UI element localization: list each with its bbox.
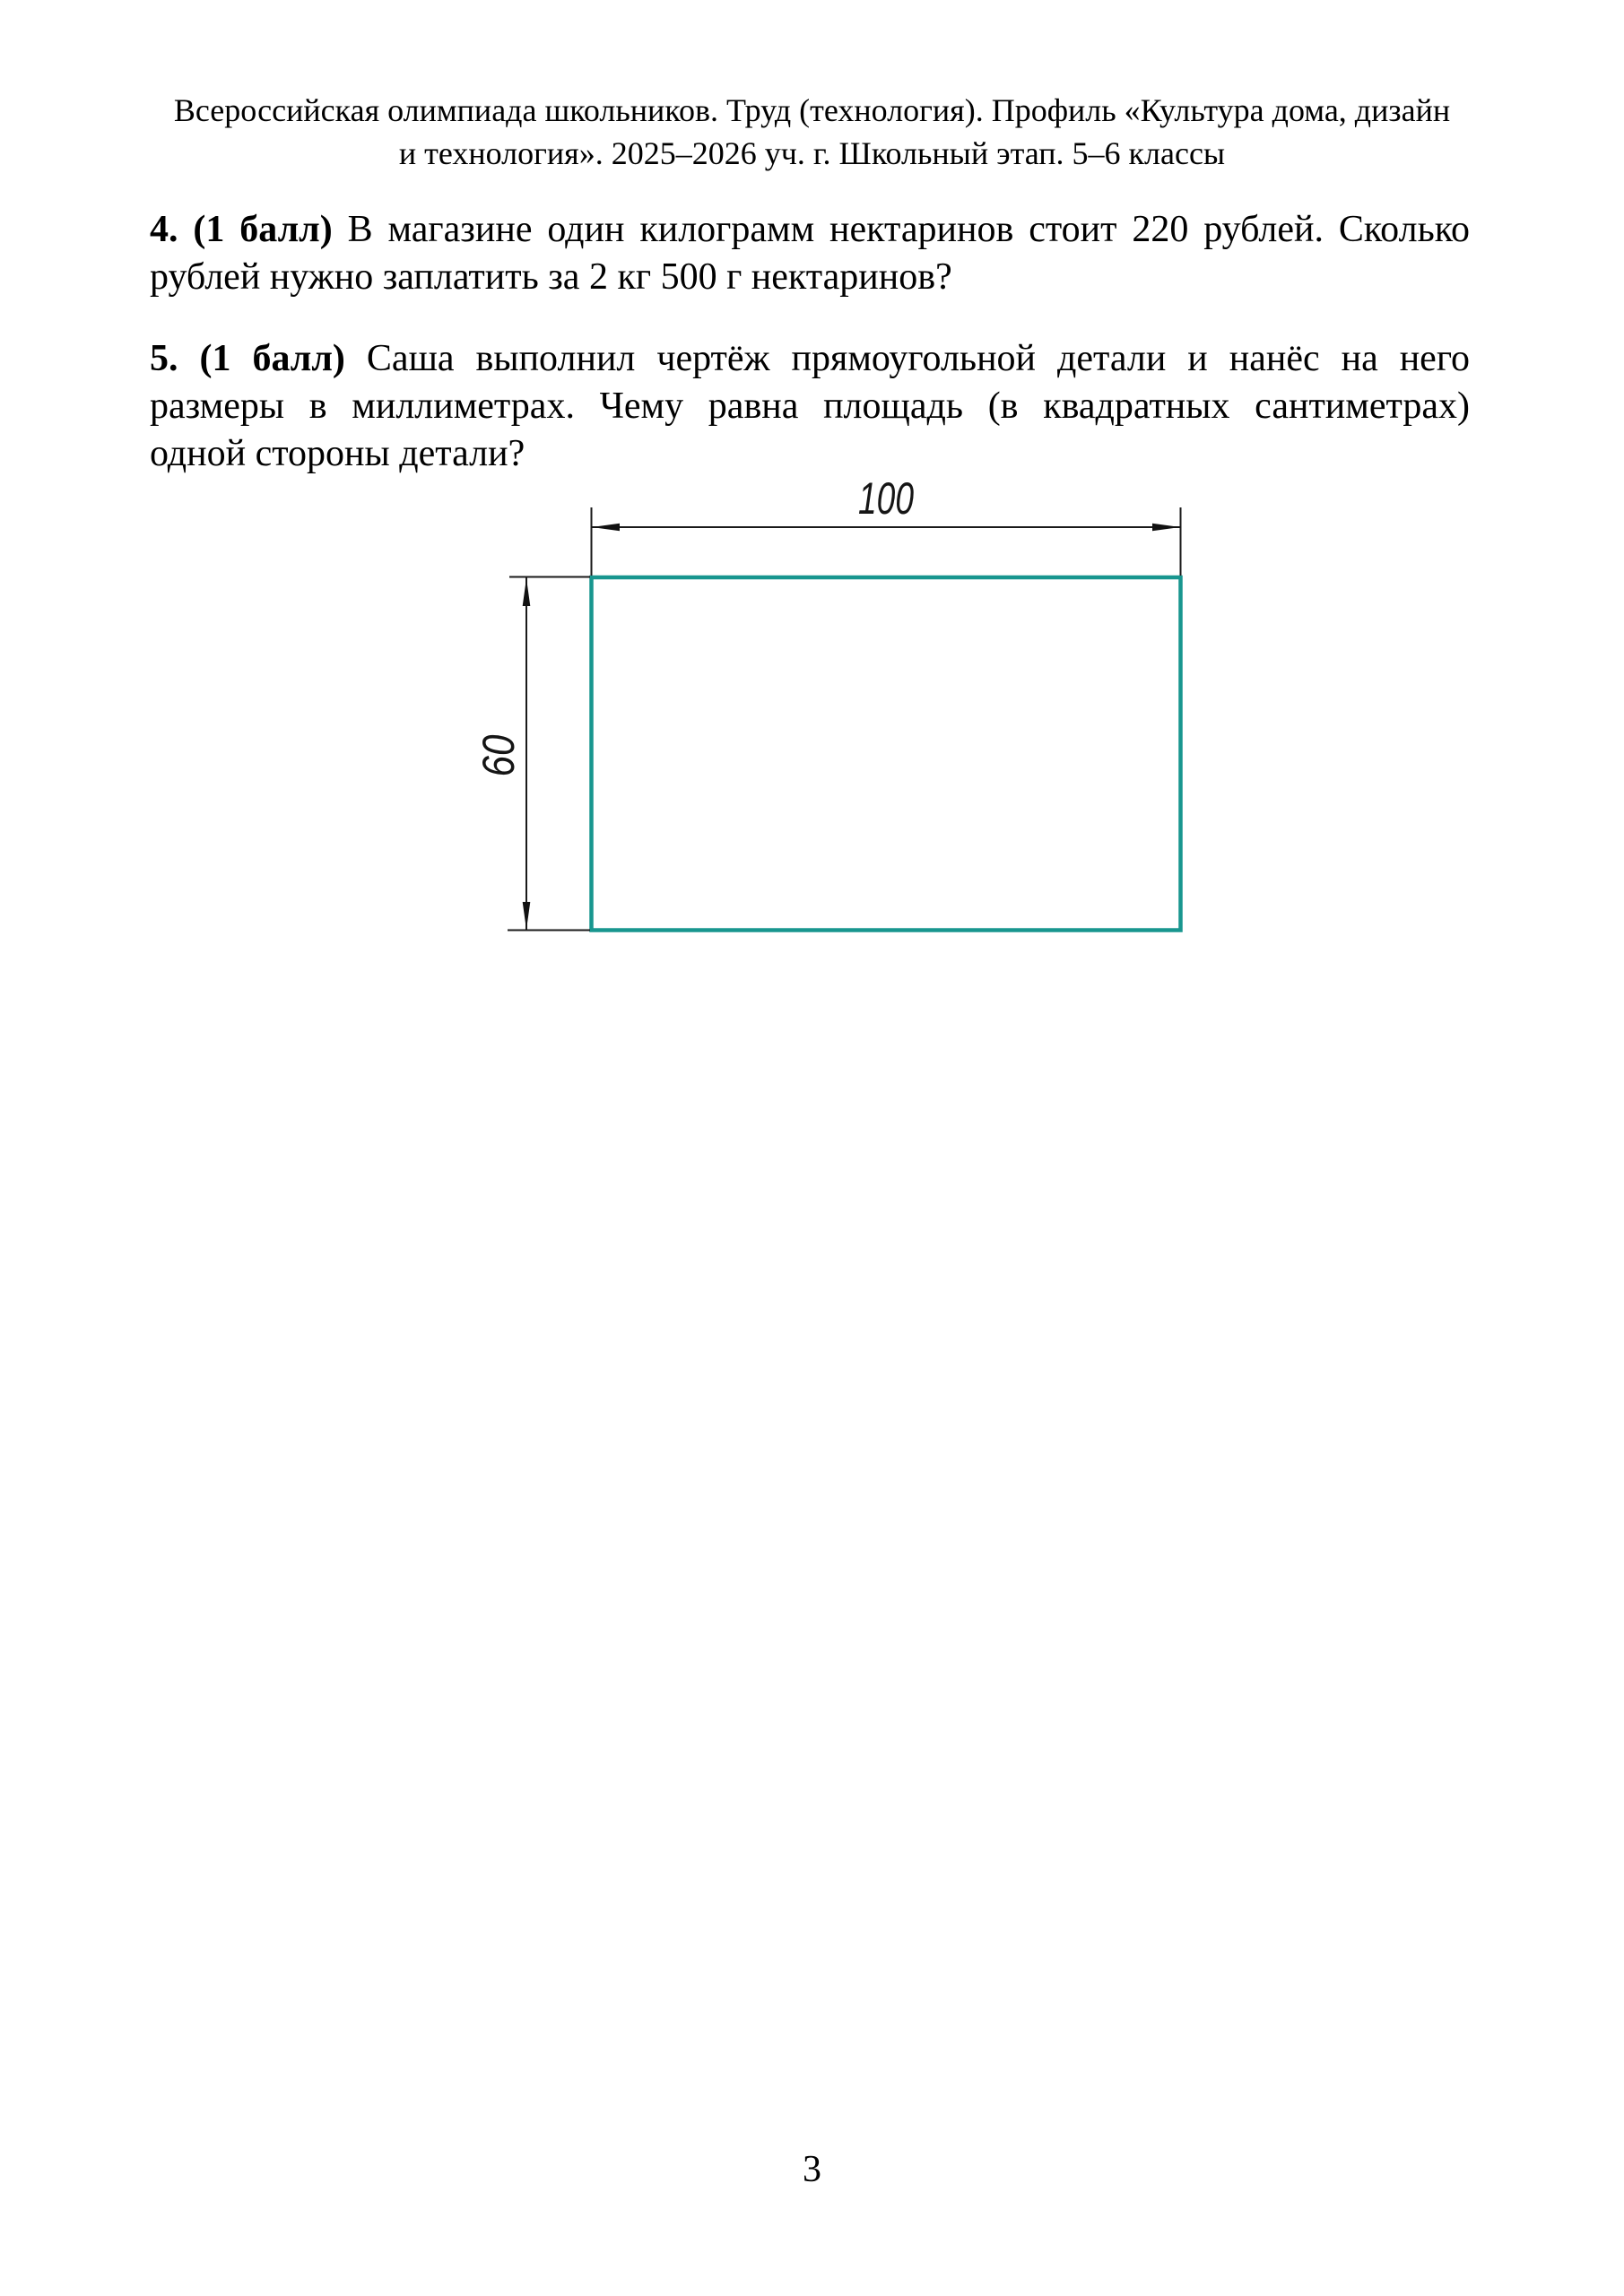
page-number: 3 (803, 2149, 821, 2190)
height-dimension-label: 60 (473, 726, 524, 777)
question-5-line-2: размеры в миллиметрах. Чему равна площадь (в квадратных сантиметрах) (150, 386, 1470, 427)
header-line-2: и технология». 2025–2026 уч. г. Школьный этап. 5–6 классы (398, 135, 1226, 171)
question-5-label: 5. (1 балл) (150, 338, 345, 379)
width-arrow-left (592, 524, 620, 532)
question-4-text-1: В магазине один килограмм нектаринов стоит 220 рублей. Сколько (332, 209, 1470, 250)
question-4-label: 4. (1 балл) (150, 209, 333, 250)
header-line-1: Всероссийская олимпиада школьников. Труд (технология). Профиль «Культура дома, дизайн (173, 92, 1451, 128)
width-dimension-label: 100 (858, 473, 915, 524)
question-4-line-2: рублей нужно заплатить за 2 кг 500 г нектаринов? (150, 256, 952, 298)
height-arrow-top (523, 578, 531, 606)
part-outline-rectangle (592, 577, 1181, 931)
height-arrow-bottom (523, 902, 531, 930)
question-5-text-1: Саша выполнил чертёж прямоугольной детали и нанёс на него (344, 338, 1471, 379)
width-arrow-right (1152, 524, 1180, 532)
question-5-line-3: одной стороны детали? (150, 433, 525, 474)
